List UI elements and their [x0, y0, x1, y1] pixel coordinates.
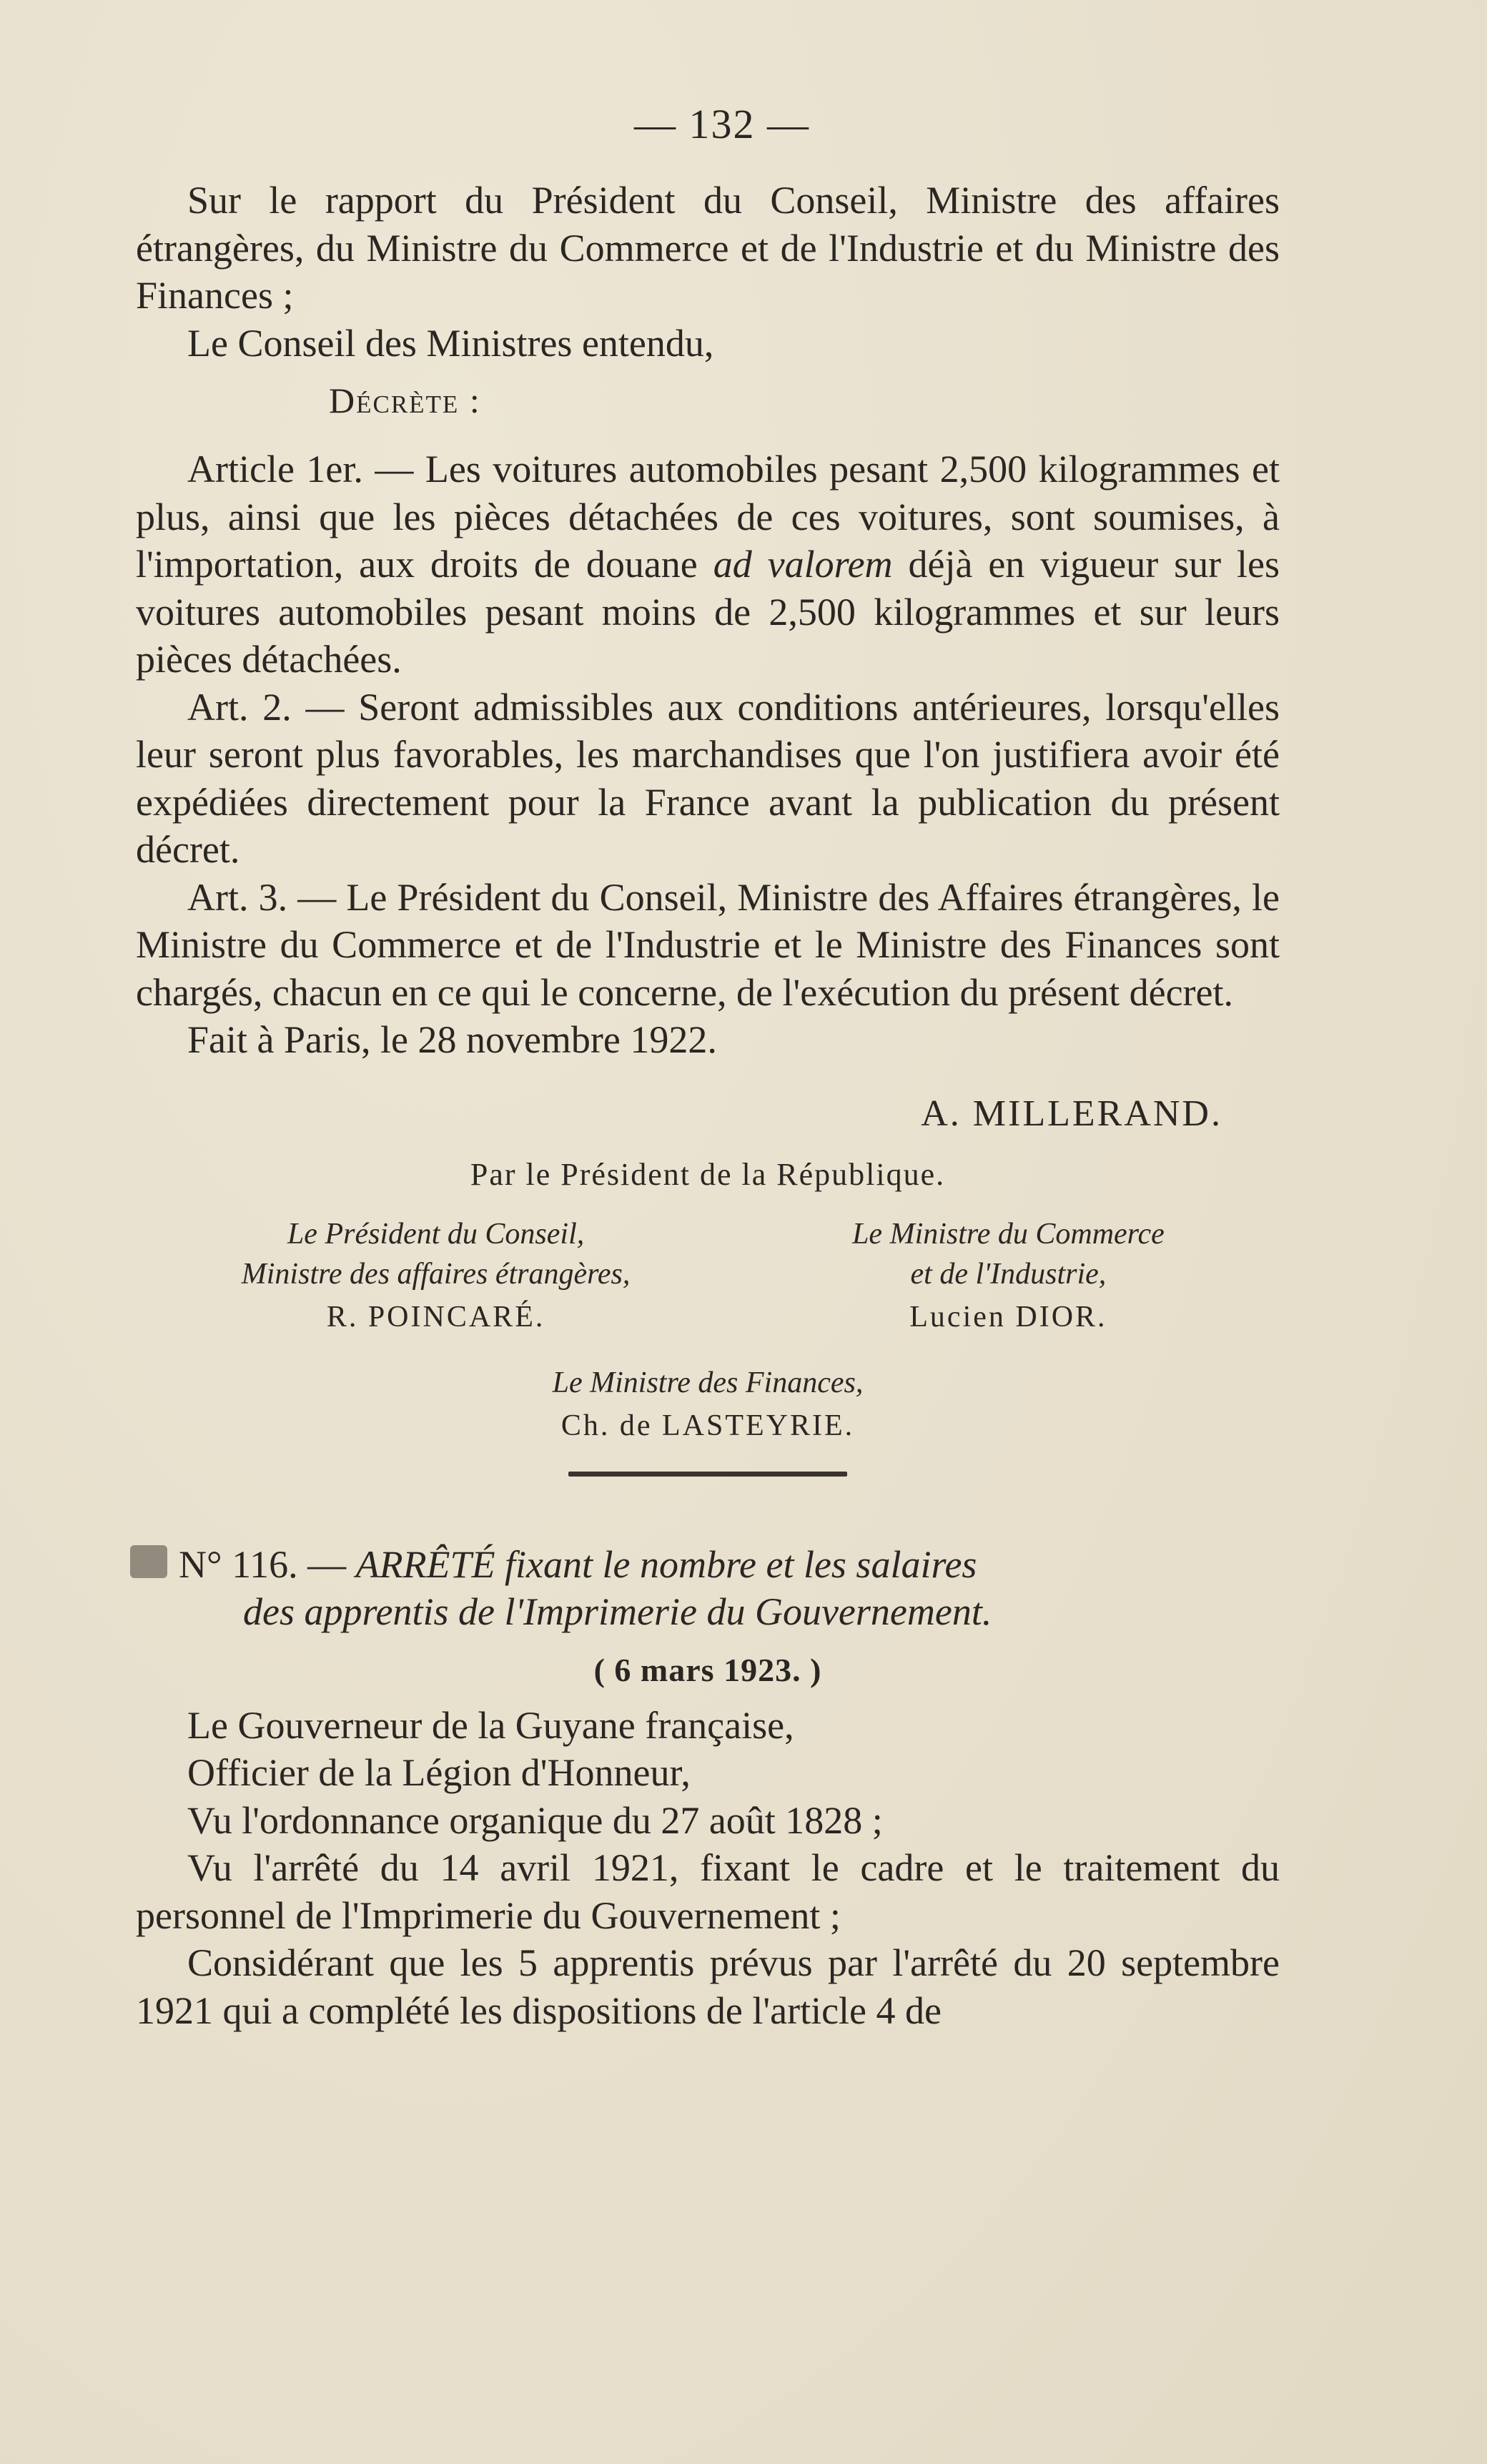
signature-title: Le Président du Conseil,: [287, 1217, 585, 1251]
considerant: Considérant que les 5 apprentis prévus par l'arrêté du 20 septembre 1921 qui a complété les dispositions de l'article 4 de: [136, 1941, 1280, 2032]
signature-name: Lucien DIOR.: [909, 1300, 1107, 1334]
arrete-number: N° 116. —: [179, 1542, 356, 1586]
signature-block-ministre-commerce: [744, 1214, 1273, 1337]
document-page: [136, 100, 1280, 2034]
signature-title: et de l'Industrie,: [910, 1257, 1107, 1291]
signature-title: Le Ministre des Finances,: [552, 1366, 864, 1399]
fait-a-paris: Fait à Paris, le 28 novembre 1922.: [187, 1018, 717, 1061]
arrete-heading: [136, 1541, 1280, 1635]
vu-arrete: Vu l'arrêté du 14 avril 1921, fixant le cadre et le traitement du personnel de l'Imprimerie du Gouvernement ;: [136, 1846, 1280, 1937]
paragraph-conseil: Le Conseil des Ministres entendu,: [187, 321, 714, 365]
officier-line: Officier de la Légion d'Honneur,: [187, 1751, 691, 1794]
signature-name: Ch. de LASTEYRIE.: [560, 1409, 855, 1442]
arrete-title-line-1: [179, 1541, 1280, 1588]
article-3: Art. 3. — Le Président du Conseil, Ministre des Affaires étrangères, le Ministre du Commerce et de l'Industrie et le Ministre des Finances sont chargés, chacun en ce qui le concerne, de l'exécution du présent décret.: [136, 875, 1280, 1014]
signature-millerand: A. MILLERAND.: [921, 1093, 1222, 1134]
article-2: Art. 2. — Seront admissibles aux conditions antérieures, lorsqu'elles leur seront plus favorables, les marchandises que l'on justifiera avoir été expédiées directement pour la France avant la publication du présent décret.: [136, 685, 1280, 871]
article-1-text-end: déjà en vigueur sur les voitures automobiles pesant moins de 2,500 kilogrammes et sur leurs pièces détachées.: [136, 543, 1280, 681]
article-1-latin: ad valorem: [713, 543, 893, 586]
decrete-heading: Décrète :: [329, 380, 481, 420]
arrete-title: ARRÊTÉ fixant le nombre et les salaires: [355, 1542, 977, 1586]
ornament-icon: [130, 1545, 167, 1578]
article-1-text: Article 1er. — Les voitures automobiles pesant 2,500 kilogrammes et plus, ainsi que les pièces détachées de ces voitures, sont soumises, à l'importation, aux droits de douane: [136, 448, 1280, 586]
paragraph-rapport: Sur le rapport du Président du Conseil, Ministre des affaires étrangères, du Ministre du Commerce et de l'Industrie et du Ministre des Finances ;: [136, 179, 1280, 317]
arrete-title-line-2: des apprentis de l'Imprimerie du Gouvernement.: [243, 1590, 992, 1633]
signature-name: R. POINCARÉ.: [326, 1300, 545, 1334]
arrete-date: ( 6 mars 1923. ): [593, 1651, 822, 1688]
page-number: — 132 —: [634, 101, 810, 147]
par-le-president: Par le Président de la République.: [470, 1156, 946, 1192]
countersignatures: [172, 1214, 1273, 1337]
signature-title: Le Ministre du Commerce: [852, 1217, 1165, 1251]
signature-block-president-conseil: [172, 1214, 700, 1337]
article-1: [136, 445, 1280, 684]
gouverneur-line: Le Gouverneur de la Guyane française,: [187, 1703, 794, 1747]
section-divider: [568, 1472, 847, 1477]
signature-title: Ministre des affaires étrangères,: [241, 1257, 631, 1291]
signature-block-ministre-finances: [136, 1363, 1280, 1446]
vu-ordonnance: Vu l'ordonnance organique du 27 août 1828 ;: [187, 1798, 883, 1842]
